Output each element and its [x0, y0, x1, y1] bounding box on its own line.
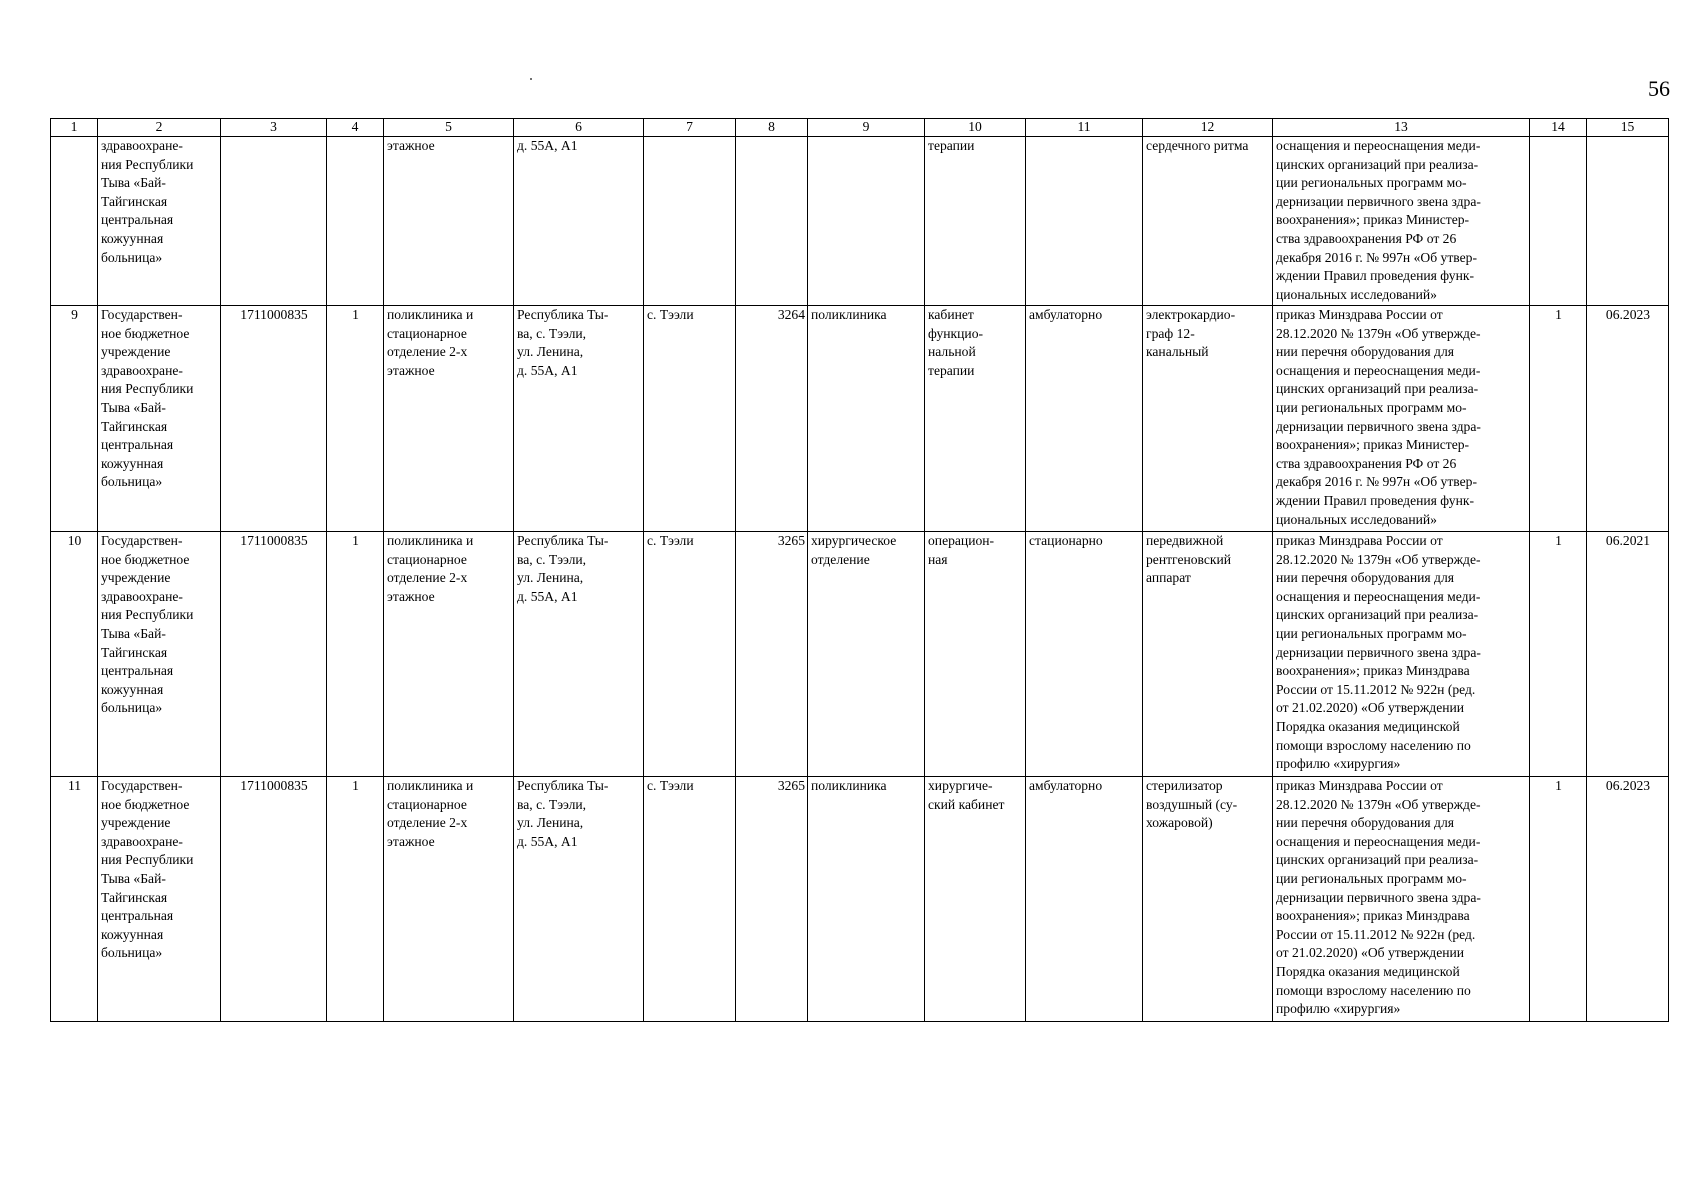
locality-cell: с. Тээли: [644, 777, 736, 1022]
address-cell: Республика Ты- ва, с. Тээли, ул. Ленина, д. 55А, А1: [514, 532, 644, 777]
equipment-cell: стерилизатор воздушный (су- хожаровой): [1143, 777, 1273, 1022]
quantity-cell: 1: [1530, 777, 1587, 1022]
page-number: 56: [1648, 76, 1670, 101]
inn-cell: [221, 137, 327, 306]
building-cell: поликлиника и стационарное отделение 2-х этажное: [384, 777, 514, 1022]
department-cell: [808, 137, 925, 306]
address-cell: Республика Ты- ва, с. Тээли, ул. Ленина, д. 55А, А1: [514, 306, 644, 532]
code-cell: 3264: [736, 306, 808, 532]
room-cell: операцион- ная: [925, 532, 1026, 777]
column-number: 15: [1587, 119, 1669, 137]
quantity-cell: 1: [327, 777, 384, 1022]
organization-cell: Государствен- ное бюджетное учреждение здравоохране- ния Республики Тыва «Бай- Тайгинская центральная кожуунная больница»: [98, 777, 221, 1022]
care-type-cell: амбулаторно: [1026, 306, 1143, 532]
column-number: 9: [808, 119, 925, 137]
organization-cell: здравоохране- ния Республики Тыва «Бай- Тайгинская центральная кожуунная больница»: [98, 137, 221, 306]
column-number: 11: [1026, 119, 1143, 137]
legal-basis-cell: приказ Минздрава России от 28.12.2020 № 1379н «Об утвержде- нии перечня оборудования для оснащения и переоснащения меди- цинских организаций при реализа- ции региональных программ мо- дернизации первичного звена здра- воохранения»; приказ Минздрава России от 15.11.2012 № 922н (ред. от 21.02.2020) «Об утверждении Порядка оказания медицинской помощи взрослому населению по профилю «хирургия»: [1273, 777, 1530, 1022]
column-number: 4: [327, 119, 384, 137]
column-number: 2: [98, 119, 221, 137]
room-cell: кабинет функцио- нальной терапии: [925, 306, 1026, 532]
legal-basis-cell: приказ Минздрава России от 28.12.2020 № 1379н «Об утвержде- нии перечня оборудования для оснащения и переоснащения меди- цинских организаций при реализа- ции региональных программ мо- дернизации первичного звена здра- воохранения»; приказ Министер- ства здравоохранения РФ от 26 декабря 2016 г. № 997н «Об утвер- ждении Правил проведения функ- циональных исследований»: [1273, 306, 1530, 532]
quantity-cell: 1: [327, 306, 384, 532]
inn-cell: 1711000835: [221, 532, 327, 777]
column-number: 13: [1273, 119, 1530, 137]
row-number-cell: 9: [51, 306, 98, 532]
column-number: 8: [736, 119, 808, 137]
building-cell: поликлиника и стационарное отделение 2-х этажное: [384, 306, 514, 532]
scan-speck: [530, 78, 532, 80]
row-number-cell: 11: [51, 777, 98, 1022]
address-cell: д. 55А, А1: [514, 137, 644, 306]
date-cell: 06.2021: [1587, 532, 1669, 777]
column-number: 1: [51, 119, 98, 137]
care-type-cell: амбулаторно: [1026, 777, 1143, 1022]
room-cell: хирургиче- ский кабинет: [925, 777, 1026, 1022]
equipment-cell: электрокардио- граф 12- канальный: [1143, 306, 1273, 532]
department-cell: поликлиника: [808, 306, 925, 532]
care-type-cell: стационарно: [1026, 532, 1143, 777]
locality-cell: [644, 137, 736, 306]
date-cell: [1587, 137, 1669, 306]
equipment-table: [50, 118, 1669, 1022]
department-cell: хирургическое отделение: [808, 532, 925, 777]
organization-cell: Государствен- ное бюджетное учреждение здравоохране- ния Республики Тыва «Бай- Тайгинская центральная кожуунная больница»: [98, 532, 221, 777]
code-cell: 3265: [736, 777, 808, 1022]
row-number-cell: 10: [51, 532, 98, 777]
quantity-cell: 1: [1530, 306, 1587, 532]
address-cell: Республика Ты- ва, с. Тээли, ул. Ленина, д. 55А, А1: [514, 777, 644, 1022]
organization-cell: Государствен- ное бюджетное учреждение здравоохране- ния Республики Тыва «Бай- Тайгинская центральная кожуунная больница»: [98, 306, 221, 532]
equipment-cell: передвижной рентгеновский аппарат: [1143, 532, 1273, 777]
equipment-cell: сердечного ритма: [1143, 137, 1273, 306]
table-row: [51, 532, 1669, 777]
room-cell: терапии: [925, 137, 1026, 306]
code-cell: [736, 137, 808, 306]
table-row: [51, 777, 1669, 1022]
inn-cell: 1711000835: [221, 777, 327, 1022]
legal-basis-cell: оснащения и переоснащения меди- цинских организаций при реализа- ции региональных программ мо- дернизации первичного звена здра- воохранения»; приказ Министер- ства здравоохранения РФ от 26 декабря 2016 г. № 997н «Об утвер- ждении Правил проведения функ- циональных исследований»: [1273, 137, 1530, 306]
inn-cell: 1711000835: [221, 306, 327, 532]
building-cell: поликлиника и стационарное отделение 2-х этажное: [384, 532, 514, 777]
column-number: 12: [1143, 119, 1273, 137]
date-cell: 06.2023: [1587, 306, 1669, 532]
table-row: [51, 306, 1669, 532]
locality-cell: с. Тээли: [644, 306, 736, 532]
department-cell: поликлиника: [808, 777, 925, 1022]
quantity-cell: [327, 137, 384, 306]
date-cell: 06.2023: [1587, 777, 1669, 1022]
column-number: 5: [384, 119, 514, 137]
quantity-cell: 1: [1530, 532, 1587, 777]
care-type-cell: [1026, 137, 1143, 306]
column-number: 14: [1530, 119, 1587, 137]
row-number-cell: [51, 137, 98, 306]
column-number: 6: [514, 119, 644, 137]
table-row: [51, 137, 1669, 306]
quantity-cell: [1530, 137, 1587, 306]
locality-cell: с. Тээли: [644, 532, 736, 777]
building-cell: этажное: [384, 137, 514, 306]
quantity-cell: 1: [327, 532, 384, 777]
column-number-row: [51, 119, 1669, 137]
column-number: 10: [925, 119, 1026, 137]
code-cell: 3265: [736, 532, 808, 777]
legal-basis-cell: приказ Минздрава России от 28.12.2020 № 1379н «Об утвержде- нии перечня оборудования для оснащения и переоснащения меди- цинских организаций при реализа- ции региональных программ мо- дернизации первичного звена здра- воохранения»; приказ Минздрава России от 15.11.2012 № 922н (ред. от 21.02.2020) «Об утверждении Порядка оказания медицинской помощи взрослому населению по профилю «хирургия»: [1273, 532, 1530, 777]
column-number: 3: [221, 119, 327, 137]
column-number: 7: [644, 119, 736, 137]
